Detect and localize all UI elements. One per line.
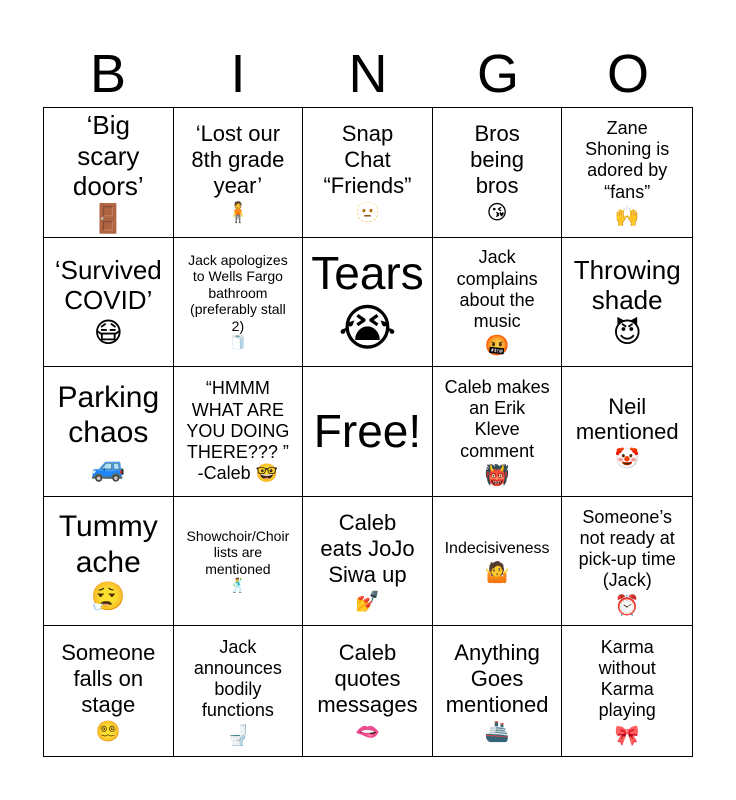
header-letter-b: B — [89, 44, 127, 104]
bingo-cell[interactable] — [174, 497, 304, 627]
cell-text: Someone falls on stage — [61, 640, 156, 718]
cell-text: Throwing shade — [573, 254, 681, 316]
bingo-cell[interactable] — [562, 497, 692, 627]
raised-hands-icon: 🙌 — [614, 203, 640, 228]
bingo-cell[interactable] — [303, 626, 433, 756]
cursing-face-icon: 🤬 — [484, 333, 510, 358]
cell-text: Caleb eats JoJo Siwa up — [320, 510, 415, 588]
cell-text: Showchoir/Choir lists are mentioned — [186, 527, 290, 577]
bingo-cell[interactable] — [44, 497, 174, 627]
free-space-label: Free! — [313, 405, 422, 458]
cell-text: Parking chaos — [57, 380, 160, 450]
cell-text: Jack apologizes to Wells Fargo bathroom (preferably stall 2) — [188, 251, 288, 334]
lips-icon: 🫦 — [355, 719, 380, 744]
bingo-cell[interactable] — [303, 238, 433, 368]
bingo-cell[interactable] — [433, 626, 563, 756]
cell-text: ‘Lost our 8th grade year’ — [191, 121, 285, 199]
car-icon: 🚙 — [90, 450, 126, 484]
door-icon: 🚪 — [90, 201, 126, 235]
ship-icon: 🚢 — [484, 719, 510, 744]
mask-face-icon: 😷 — [93, 316, 123, 350]
bingo-cell[interactable] — [562, 626, 692, 756]
cell-text: Tummy ache — [58, 510, 158, 579]
cell-text: Anything Goes mentioned — [445, 640, 549, 718]
cell-text: Zane Shoning is adored by “fans” — [585, 117, 670, 202]
bingo-cell[interactable] — [303, 108, 433, 238]
cell-text — [186, 378, 289, 484]
ribbon-icon: 🎀 — [614, 722, 640, 747]
toilet-paper-icon: 🧻 — [229, 335, 247, 352]
bingo-cell[interactable] — [174, 238, 304, 368]
header-letter-g: G — [476, 44, 519, 104]
cell-text: Jack announces bodily functions — [193, 636, 282, 721]
alarm-clock-icon: ⏰ — [614, 592, 640, 617]
shrug-icon: 🤷 — [484, 559, 510, 584]
bingo-header — [43, 40, 693, 108]
ogre-icon: 👹 — [484, 462, 510, 487]
cell-text: Neil mentioned — [575, 393, 679, 445]
bingo-cell[interactable] — [433, 108, 563, 238]
dizzy-face-icon: 😵‍💫 — [95, 719, 121, 744]
bingo-cell[interactable] — [562, 367, 692, 497]
free-space[interactable] — [303, 367, 433, 497]
header-letter-n: N — [348, 44, 388, 104]
toilet-icon: 🚽 — [225, 722, 251, 747]
bingo-cell[interactable] — [562, 238, 692, 368]
cell-text: ‘Big scary doors’ — [72, 109, 144, 202]
cell-text: Indecisiveness — [444, 539, 550, 557]
devil-face-icon: 😈 — [612, 316, 642, 350]
cell-text: Someone’s not ready at pick-up time (Jack) — [578, 506, 676, 591]
crying-face-icon: 😭 — [338, 298, 397, 357]
bingo-cell[interactable] — [433, 367, 563, 497]
cell-text: Snap Chat “Friends” — [323, 121, 412, 199]
bingo-cell[interactable] — [433, 497, 563, 627]
cell-text: Caleb makes an Erik Kleve comment — [444, 377, 550, 461]
cell-text: Tears — [311, 247, 424, 300]
bingo-cell[interactable] — [562, 108, 692, 238]
dotted-face-icon: 🫥 — [355, 200, 380, 225]
bingo-cell[interactable] — [44, 367, 174, 497]
header-letter-i: I — [230, 44, 246, 104]
standing-person-icon: 🧍 — [225, 200, 251, 225]
quote-text: “HMMM WHAT ARE YOU DOING THERE??? ” -Caleb — [186, 378, 290, 484]
nail-polish-icon: 💅 — [355, 589, 380, 614]
header-letter-o: O — [606, 44, 649, 104]
cell-text: Caleb quotes messages — [317, 640, 418, 718]
bingo-cell[interactable] — [44, 238, 174, 368]
bingo-cell[interactable] — [174, 367, 304, 497]
cell-text: ‘Survived COVID’ — [54, 254, 162, 316]
bingo-cell[interactable] — [433, 238, 563, 368]
cell-text: Bros being bros — [470, 121, 525, 199]
dancer-icon: 🕺 — [229, 578, 247, 595]
nerd-face-icon: 🤓 — [255, 463, 279, 485]
bingo-cell[interactable] — [303, 497, 433, 627]
bingo-cell[interactable] — [44, 626, 174, 756]
cell-text: Karma without Karma playing — [598, 636, 656, 721]
cell-text: Jack complains about the music — [456, 247, 538, 332]
bingo-cell[interactable] — [174, 108, 304, 238]
bingo-cell[interactable] — [174, 626, 304, 756]
clown-face-icon: 🤡 — [614, 446, 640, 471]
exhale-face-icon: 😮‍💨 — [90, 580, 126, 614]
bingo-cell[interactable] — [44, 108, 174, 238]
kiss-face-icon: 😘 — [486, 200, 508, 225]
bingo-board — [43, 107, 693, 757]
